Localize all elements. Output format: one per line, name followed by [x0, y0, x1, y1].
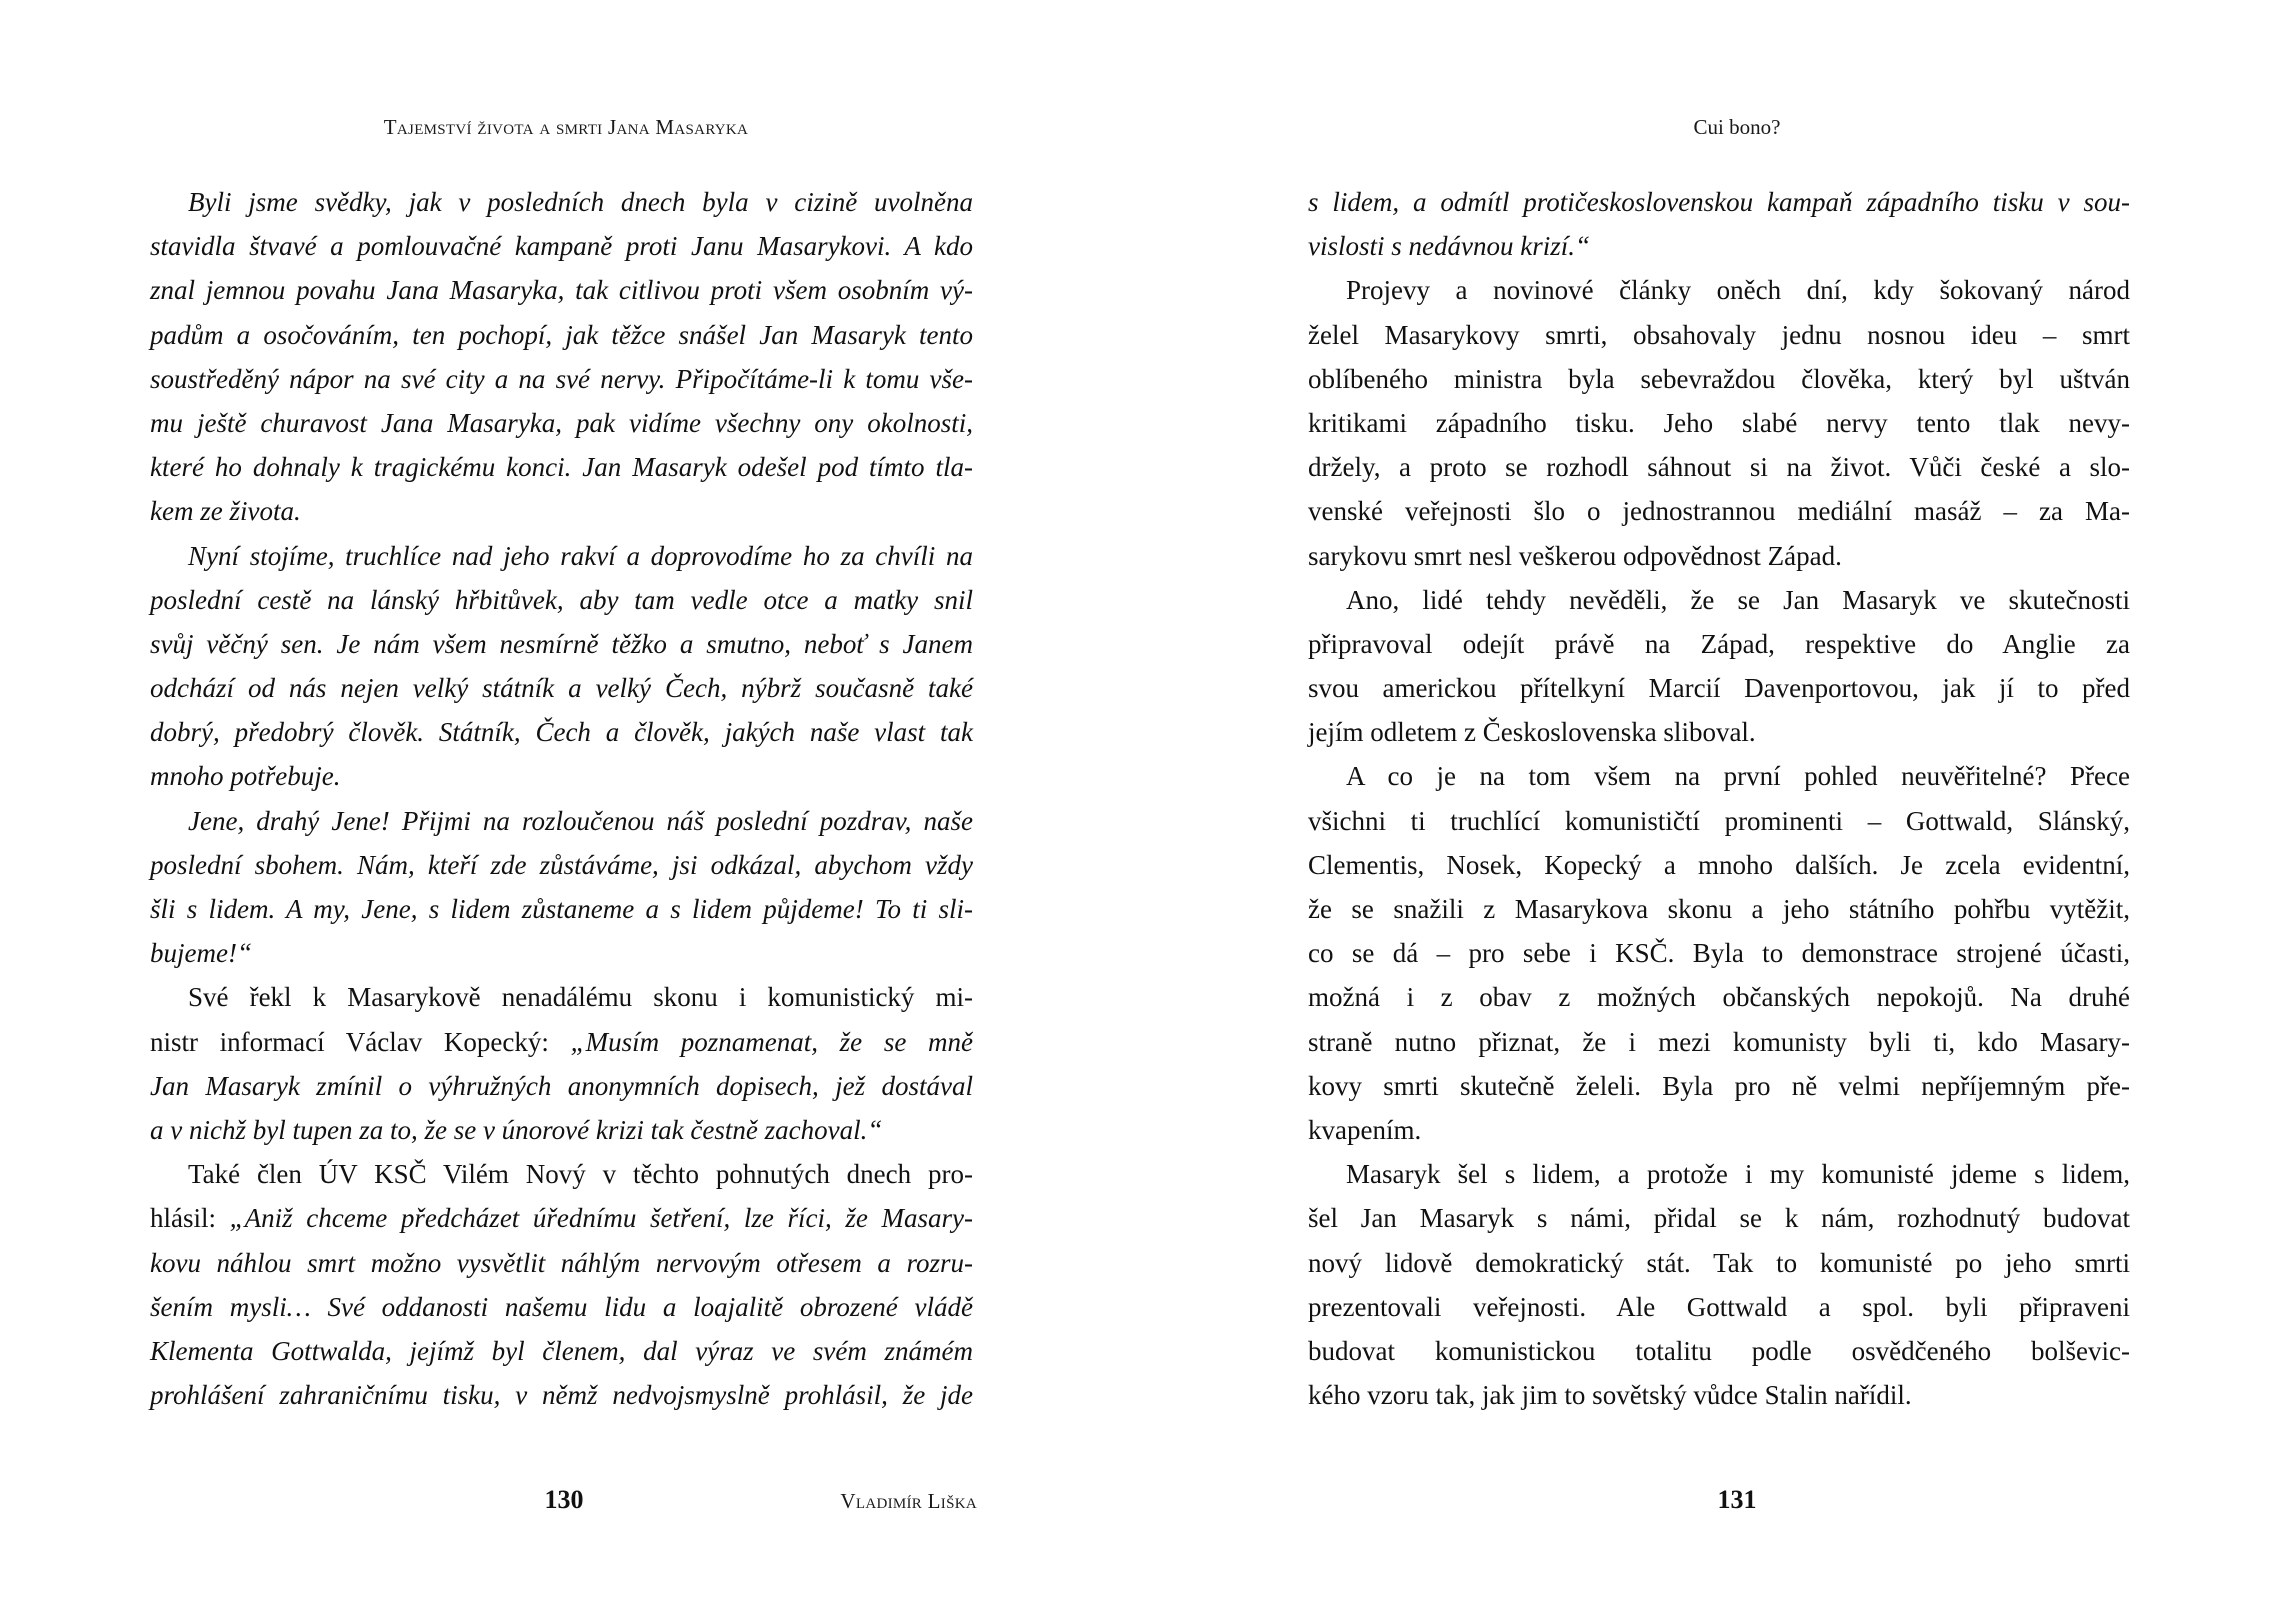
right-page-body: [1308, 180, 2130, 1417]
body-text: jejím odletem z Československa sliboval.: [1308, 717, 1756, 748]
text-line: [1308, 1373, 2130, 1417]
paragraph: [150, 534, 973, 799]
text-line: [1308, 1152, 2130, 1196]
text-line: [1308, 534, 2130, 578]
italic-quote-text: šli s lidem. A my, Jene, s lidem zůstaneme a s lidem půjdeme! To ti sli-: [150, 894, 973, 924]
italic-quote-text: a v nichž byl tupen za to, že se v únorové krizi tak čestně zachoval.“: [150, 1114, 883, 1145]
text-line: [1308, 666, 2130, 710]
body-text: Projevy a novinové články oněch dní, kdy šokovaný národ: [1346, 275, 2130, 306]
body-text: sarykovu smrt nesl veškerou odpovědnost Západ.: [1308, 540, 1842, 571]
paragraph: [150, 799, 973, 976]
body-text: kovy smrti skutečně želeli. Byla pro ně velmi nepříjemným pře-: [1308, 1070, 2130, 1101]
text-line: [150, 1020, 973, 1064]
italic-quote-text: bujeme!“: [150, 938, 252, 969]
paragraph: [1308, 1152, 2130, 1417]
italic-quote-text: mu ještě churavost Jana Masaryka, pak vidíme všechny ony okolnosti,: [150, 407, 973, 438]
text-line: [1308, 843, 2130, 887]
text-line: [150, 357, 973, 401]
body-text: venské veřejnosti šlo o jednostrannou mediální masáž – za Ma-: [1308, 496, 2130, 527]
body-text: A co je na tom všem na první pohled neuvěřitelné? Přece: [1346, 761, 2130, 792]
text-line: [1308, 489, 2130, 533]
italic-quote-text: Jan Masaryk zmínil o výhružných anonymních dopisech, jež dostával: [150, 1070, 973, 1101]
text-line: [150, 975, 973, 1019]
body-text: Clementis, Nosek, Kopecký a mnoho dalších. Je zcela evidentní,: [1308, 849, 2130, 880]
text-line: [150, 1108, 973, 1152]
text-line: [1308, 224, 2130, 268]
text-line: [1308, 268, 2130, 312]
text-line: [150, 313, 973, 357]
text-line: [1308, 754, 2130, 798]
paragraph: [150, 180, 973, 534]
text-line: [150, 1285, 973, 1329]
body-text: možná i z obav z možných občanských nepokojů. Na druhé: [1308, 982, 2130, 1013]
text-line: [1308, 622, 2130, 666]
body-text: všichni ti truchlící komunističtí prominenti – Gottwald, Slánský,: [1308, 805, 2130, 836]
body-text: připravoval odejít právě na Západ, respektive do Anglie za: [1308, 628, 2130, 659]
italic-quote-text: Nyní stojíme, truchlíce nad jeho rakví a doprovodíme ho za chvíli na: [188, 540, 973, 571]
text-line: [150, 445, 973, 489]
italic-quote-text: kovu náhlou smrt možno vysvětlit náhlým nervovým otřesem a rozru-: [150, 1247, 973, 1278]
body-text: kvapením.: [1308, 1114, 1422, 1145]
body-text: svou americkou přítelkyní Marcií Davenportovou, jak jí to před: [1308, 673, 2130, 704]
text-line: [1308, 401, 2130, 445]
italic-quote-text: kem ze života.: [150, 496, 301, 527]
body-text: Své řekl k Masarykově nenadálému skonu i komunistický mi-: [188, 982, 973, 1013]
italic-quote-text: dobrý, předobrý člověk. Státník, Čech a člověk, jakých naše vlast tak: [150, 717, 973, 748]
body-text: že se snažili z Masarykova skonu a jeho státního pohřbu vytěžit,: [1308, 894, 2130, 924]
body-text: nový lidově demokratický stát. Tak to komunisté po jeho smrti: [1308, 1247, 2130, 1278]
body-text: prezentovali veřejnosti. Ale Gottwald a spol. byli připraveni: [1308, 1291, 2130, 1322]
body-text: hlásil:: [150, 1203, 230, 1234]
text-line: [1308, 1064, 2130, 1108]
paragraph: [150, 975, 973, 1152]
body-text: co se dá – pro sebe i KSČ. Byla to demonstrace strojené účasti,: [1308, 938, 2130, 969]
body-text: Masaryk šel s lidem, a protože i my komunisté jdeme s lidem,: [1346, 1159, 2130, 1190]
italic-quote-text: padům a osočováním, ten pochopí, jak těžce snášel Jan Masaryk tento: [150, 319, 973, 350]
text-line: [150, 1196, 973, 1240]
text-line: [1308, 1020, 2130, 1064]
italic-quote-text: stavidla štvavé a pomlouvačné kampaně proti Janu Masarykovi. A kdo: [150, 231, 973, 262]
body-text: Také člen ÚV KSČ Vilém Nový v těchto pohnutých dnech pro-: [188, 1159, 973, 1190]
text-line: [150, 401, 973, 445]
text-line: [1308, 931, 2130, 975]
italic-quote-text: „Musím poznamenat, že se mně: [570, 1026, 973, 1057]
text-line: [150, 534, 973, 578]
italic-quote-text: svůj věčný sen. Je nám všem nesmírně těžko a smutno, neboť s Janem: [150, 628, 973, 659]
text-line: [1308, 578, 2130, 622]
italic-quote-text: Klementa Gottwalda, jejímž byl členem, dal výraz ve svém známém: [150, 1335, 973, 1366]
text-line: [150, 489, 973, 533]
text-line: [1308, 975, 2130, 1019]
page-number-right: 131: [1717, 1485, 1757, 1514]
body-text: Ano, lidé tehdy nevěděli, že se Jan Masaryk ve skutečnosti: [1346, 584, 2130, 615]
text-line: [150, 1329, 973, 1373]
body-text: šel Jan Masaryk s námi, přidal se k nám, rozhodnutý budovat: [1308, 1203, 2130, 1234]
text-line: [150, 843, 973, 887]
italic-quote-text: znal jemnou povahu Jana Masaryka, tak citlivou proti všem osobním vý-: [150, 275, 973, 306]
paragraph: [1308, 180, 2130, 268]
italic-quote-text: které ho dohnaly k tragickému konci. Jan Masaryk odešel pod tímto tla-: [150, 452, 973, 483]
paragraph: [1308, 268, 2130, 577]
body-text: oblíbeného ministra byla sebevraždou člověka, který byl uštván: [1308, 363, 2130, 394]
italic-quote-text: vislosti s nedávnou krizí.“: [1308, 231, 1590, 262]
italic-quote-text: poslední sbohem. Nám, kteří zde zůstáváme, jsi odkázal, abychom vždy: [150, 849, 973, 880]
text-line: [1308, 1241, 2130, 1285]
italic-quote-text: poslední cestě na lánský hřbitůvek, aby tam vedle otce a matky snil: [150, 584, 973, 615]
italic-quote-text: Byli jsme svědky, jak v posledních dnech byla v cizině uvolněna: [188, 187, 973, 217]
text-line: [1308, 1329, 2130, 1373]
body-text: držely, a proto se rozhodl sáhnout si na život. Vůči české a slo-: [1308, 452, 2130, 483]
text-line: [150, 1152, 973, 1196]
body-text: želel Masarykovy smrti, obsahovaly jednu nosnou ideu – smrt: [1308, 319, 2130, 350]
body-text: nistr informací Václav Kopecký:: [150, 1026, 571, 1057]
paragraph: [1308, 578, 2130, 755]
italic-quote-text: Jene, drahý Jene! Přijmi na rozloučenou náš poslední pozdrav, naše: [188, 805, 973, 836]
left-page-body: [150, 180, 973, 1417]
paragraph: [1308, 754, 2130, 1152]
body-text: kritikami západního tisku. Jeho slabé nervy tento tlak nevy-: [1308, 407, 2130, 438]
text-line: [150, 224, 973, 268]
text-line: [1308, 710, 2130, 754]
text-line: [150, 180, 973, 224]
text-line: [150, 754, 973, 798]
page-number-left: 130: [544, 1485, 584, 1514]
text-line: [150, 710, 973, 754]
italic-quote-text: odchází od nás nejen velký státník a velký Čech, nýbrž současně také: [150, 673, 973, 704]
text-line: [1308, 1285, 2130, 1329]
text-line: [150, 799, 973, 843]
text-line: [150, 578, 973, 622]
author-name: Vladimír Liška: [840, 1489, 977, 1513]
paragraph: [150, 1152, 973, 1417]
text-line: [150, 622, 973, 666]
body-text: straně nutno přiznat, že i mezi komunisty byli ti, kdo Masary-: [1308, 1026, 2130, 1057]
text-line: [150, 1064, 973, 1108]
italic-quote-text: prohlášení zahraničnímu tisku, v němž nedvojsmyslně prohlásil, že jde: [150, 1380, 973, 1411]
italic-quote-text: mnoho potřebuje.: [150, 761, 341, 792]
running-head-left: Tajemství života a smrti Jana Masaryka: [383, 115, 749, 139]
running-head-right: Cui bono?: [1693, 115, 1781, 139]
italic-quote-text: šením mysli… Své oddanosti našemu lidu a loajalitě obrozené vládě: [150, 1291, 973, 1322]
text-line: [150, 1373, 973, 1417]
text-line: [150, 887, 973, 931]
text-line: [1308, 313, 2130, 357]
text-line: [1308, 799, 2130, 843]
text-line: [1308, 1196, 2130, 1240]
text-line: [150, 1241, 973, 1285]
text-line: [150, 268, 973, 312]
body-text: kého vzoru tak, jak jim to sovětský vůdce Stalin nařídil.: [1308, 1380, 1912, 1411]
right-page: [1142, 0, 2284, 1615]
text-line: [1308, 445, 2130, 489]
body-text: budovat komunistickou totalitu podle osvědčeného bolševic-: [1308, 1335, 2130, 1366]
text-line: [1308, 180, 2130, 224]
text-line: [1308, 1108, 2130, 1152]
text-line: [150, 666, 973, 710]
italic-quote-text: „Aniž chceme předcházet úřednímu šetření, lze říci, že Masary-: [229, 1203, 973, 1234]
text-line: [1308, 357, 2130, 401]
italic-quote-text: s lidem, a odmítl protičeskoslovenskou kampaň západního tisku v sou-: [1308, 187, 2130, 217]
text-line: [150, 931, 973, 975]
italic-quote-text: soustředěný nápor na své city a na své nervy. Připočítáme-li k tomu vše-: [150, 363, 973, 394]
text-line: [1308, 887, 2130, 931]
